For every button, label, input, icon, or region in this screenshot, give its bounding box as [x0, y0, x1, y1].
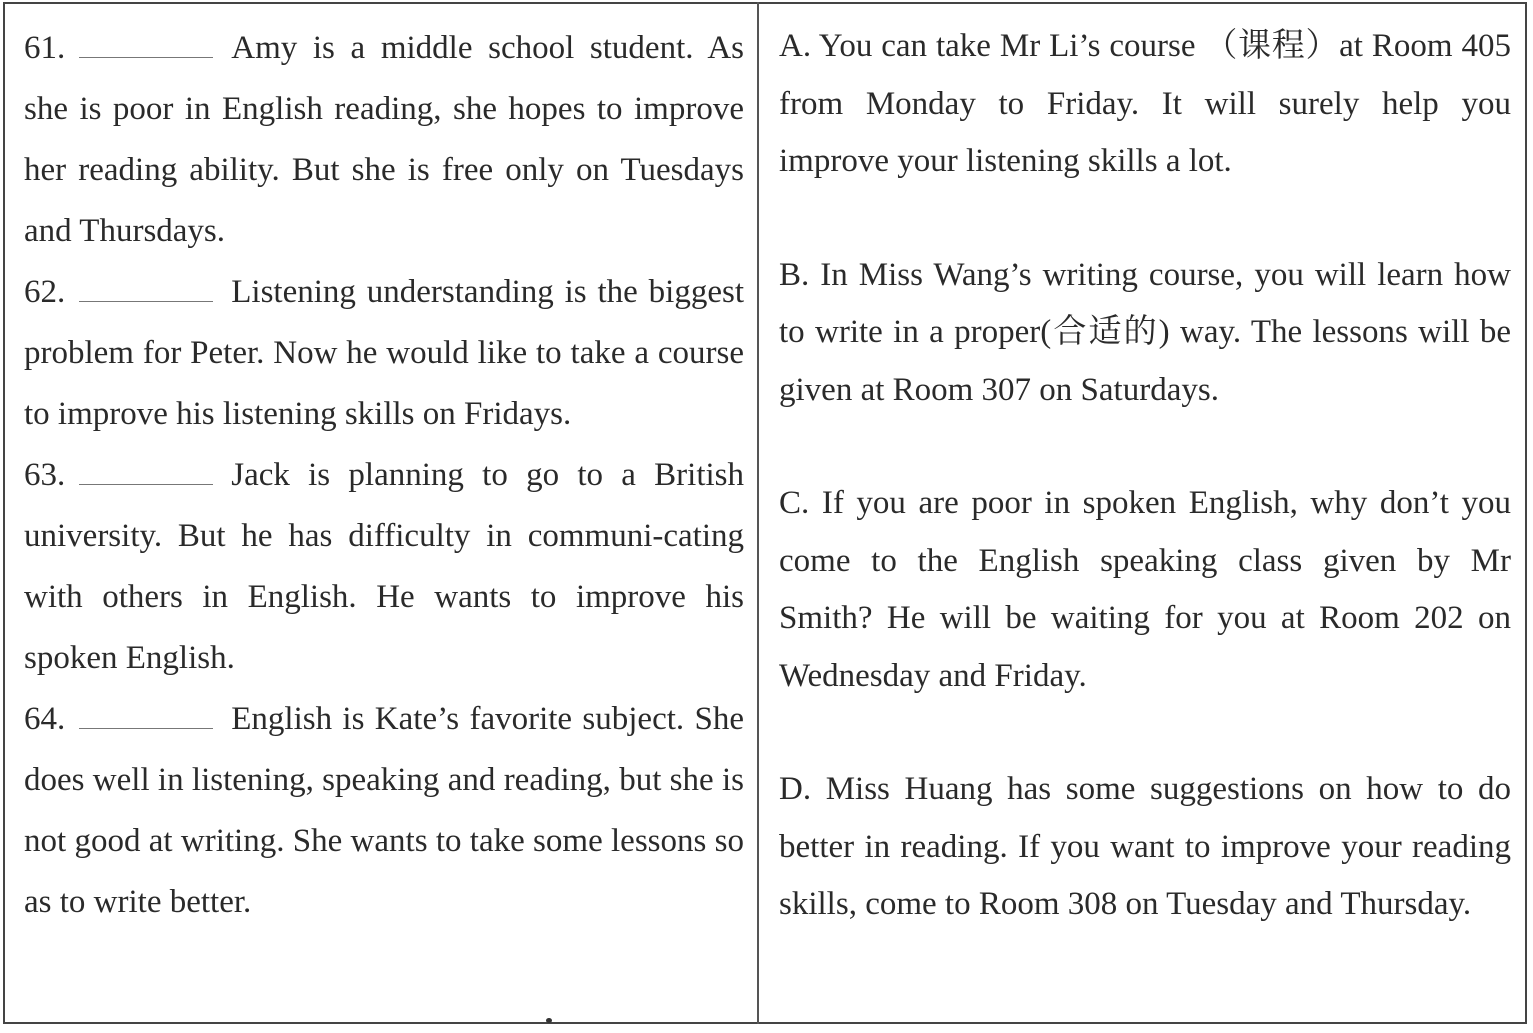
- options-column: [779, 18, 1511, 934]
- question-number: 61.: [24, 30, 66, 66]
- questions-column: [24, 18, 744, 933]
- question-text: Listening understanding is the biggest problem for Peter. Now he would like to take a course to improve his listening skills on Fridays.: [24, 274, 744, 432]
- question-text: English is Kate’s favorite subject. She does well in listening, speaking and reading, but she is not good at writing. She wants to take some lessons so as to write better.: [24, 701, 744, 920]
- answer-blank[interactable]: [79, 466, 213, 485]
- question-61: [24, 18, 744, 262]
- question-64: [24, 689, 744, 933]
- option-b: B. In Miss Wang’s writing course, you will learn how to write in a proper(合适的) way. The lessons will be given at Room 307 on Saturdays.: [779, 256, 1511, 408]
- answer-blank[interactable]: [79, 710, 213, 729]
- option-a: A. You can take Mr Li’s course （课程）at Room 405 from Monday to Friday. It will surely help you improve your listening skills a lot.: [779, 28, 1511, 179]
- option-d: D. Miss Huang has some suggestions on how to do better in reading. If you want to improve your reading skills, come to Room 308 on Tuesday and Thursday.: [779, 771, 1511, 922]
- scan-mark: [546, 1018, 552, 1023]
- question-number: 62.: [24, 274, 66, 310]
- column-divider: [757, 2, 759, 1024]
- answer-blank[interactable]: [79, 39, 213, 58]
- question-number: 63.: [24, 457, 66, 493]
- option-c: C. If you are poor in spoken English, why don’t you come to the English speaking class given by Mr Smith? He will be waiting for you at Room 202 on Wednesday and Friday.: [779, 485, 1511, 694]
- question-text: Jack is planning to go to a British university. But he has difficulty in communi-cating with others in English. He wants to improve his spoken English.: [24, 457, 744, 676]
- answer-blank[interactable]: [79, 283, 213, 302]
- question-number: 64.: [24, 701, 66, 737]
- question-text: Amy is a middle school student. As she is poor in English reading, she hopes to improve her reading ability. But she is free only on Tuesdays and Thursdays.: [24, 30, 744, 249]
- question-63: [24, 445, 744, 689]
- question-62: [24, 262, 744, 445]
